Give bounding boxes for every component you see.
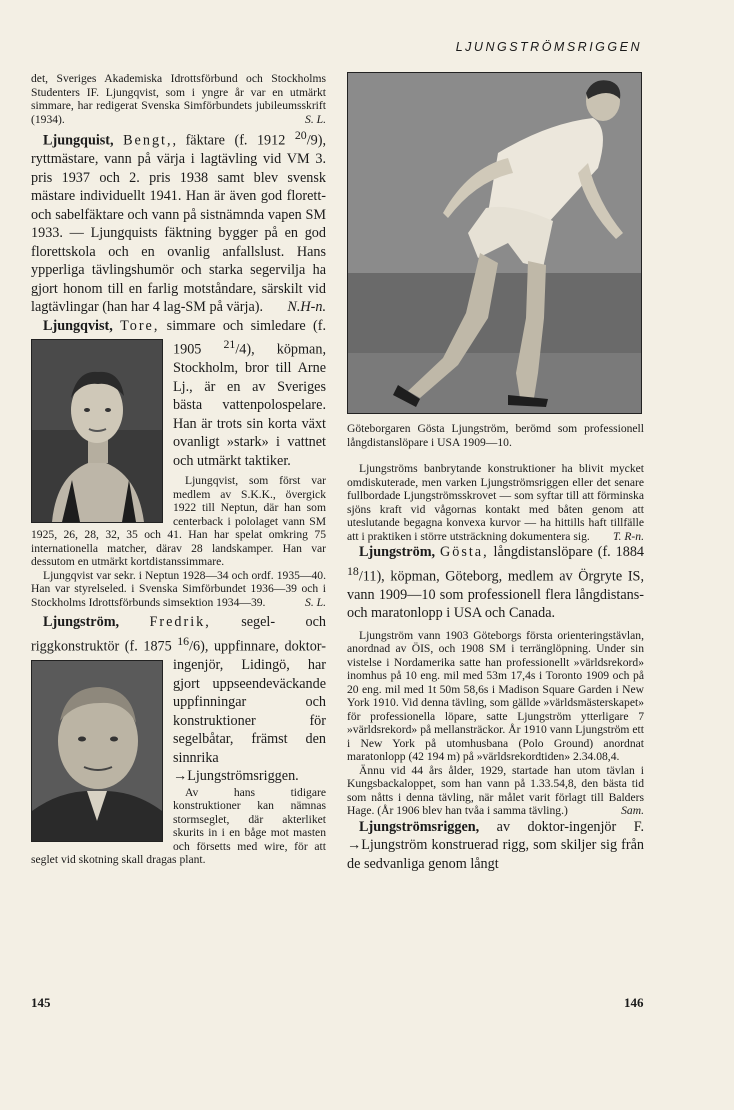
portrait-photo-fredrik <box>31 660 163 842</box>
entry-tore-ljungqvist: Ljungqvist, Tore, simmare och simledare (f. 1905 $^{21}$/4 ), köpman, Stockholm, bror till Arne Lj., är en av Sveriges bästa vattenpolospelare. Han är trots sin korta växt ovanligt »stark» i vattnet och utmärkt taktiker. <box>31 317 326 471</box>
entry-fredrik-ljungstrom: Ljungström, Fredrik, segel- och riggkonstruktör (f. 1875 $^{16}$/6 ), uppfinnare, doktor-ingenjör, Lidingö, har gjort uppseendeväckande uppfinningar och konstruktioner för segelbåtar, främst den sinnrika →Ljungströmsriggen. <box>31 613 326 785</box>
page-number-left: 145 <box>31 995 51 1010</box>
entry-ljungstromsriggen: Ljungströmsriggen, av doktor-ingenjör F. →Ljungström konstruerad rigg, som skiljer sig från de sedvanliga genom långt <box>347 818 644 872</box>
given-name: Gösta, <box>439 544 489 560</box>
gosta-later-paragraph: Ännu vid 44 års ålder, 1929, startade han utom tävlan i Kungsbackaloppet, som han vann på 1.33.54,8, den bästa tid som nåtts i denna tävling, när målet varit förlagt till Balders Hage. (År 1906 blev han tvåa i samma tävling.) Sam. <box>347 763 644 818</box>
runner-photo-gosta <box>347 72 642 414</box>
intro-paragraph: det, Sveriges Akademiska Idrottsförbund och Stockholms Studenters IF. Ljungqvist, som i yngre år var en utmärkt simmare, har redigerat Svenska Simförbundets jubileumsskrift (1934). S. L. <box>31 72 326 126</box>
signature: Sam. <box>621 804 644 818</box>
entry-bengt-ljungquist: Ljungquist, Bengt,, fäktare (f. 1912 $^{20}$/9), ryttmästare, vann på värja i lagtävling vid VM 3. pris 1937 och 2. pris 1938 samt blev svensk mästare individuellt 1941. Han är även god florett- och sabelfäktare och vann på sistnämnda vapen SM 1933. — Ljungquists fäktning bygger på en god florettskola och en ovanlig anfallslust. Hans ypperliga tävlingshumör och starka segervilja ha gjort honom till en farlig motståndare, särskilt vid lagtävlingar (han har 4 lag-SM på värja). N.H-n. <box>31 128 327 316</box>
signature: N.H-n. <box>287 299 326 316</box>
gosta-records-paragraph: Ljungström vann 1903 Göteborgs första orienteringstävlan, anordnad av ÖIS, och 1908 SM i terränglöpning. Under sin vistelse i Nordamerika satte han professionellt »världsrekord» inomhus på 10 eng. mil med 53m 17,4s i Toronto 1909 och på 20 eng. mil med 1t 50m 58,6s i Madison Square Garden i New York 1910. Vid denna tävling, som gällde »världsmästerskapet» för professionella löpare, satte Ljungström ytterligare 7 »världsrekord» på mellansträckor. År 1910 vann Ljungström ett i New York på utomhusbana (Polo Ground) anordnat maratonlopp (42 194 m) på »världsrekordtiden» 2.34.08,4. <box>347 628 644 764</box>
right-column <box>347 72 644 873</box>
page-number-right: 146 <box>624 995 644 1010</box>
signature: T. R-n. <box>612 529 644 543</box>
headword: Ljungström, <box>43 614 120 631</box>
cross-reference-link[interactable]: Ljungströmsriggen. <box>187 768 299 785</box>
portrait-photo-tore <box>31 339 163 523</box>
left-column <box>31 72 326 867</box>
given-name: Bengt, <box>123 132 173 149</box>
signature: S. L. <box>305 112 326 126</box>
fredrik-constructions-paragraph: Av hans tidigare konstruktioner kan nämnas stormseglet, där akterliket skurits in i en båge mot masten och försetts med wire, för att seglet vid skotning skall dragas plant. <box>31 785 326 867</box>
running-head: LJUNGSTRÖMSRIGGEN <box>455 40 642 54</box>
headword: Ljungströmsriggen, <box>359 818 480 835</box>
headword: Ljungqvist, <box>43 317 113 334</box>
rigg-discussion-paragraph: Ljungströms banbrytande konstruktioner ha blivit mycket omdiskuterade, men varken Ljungströmsriggen eller det senare fullbordade Ljungströmsskrovet — som syftar till att förminska sjöns kraft vid vågornas kontakt med båten genom att uteslutande begagna konvexa kurvor — ha hittills haft tillfälle att i praktiken i större utsträckning dokumentera sig. T. R-n. <box>347 462 644 543</box>
tore-career-paragraph: Ljungqvist, som först var medlem av S.K.K., övergick 1922 till Neptun, där han som centerback i pololaget vann SM 1925, 26, 28, 32, 35 och 41. Han har spelat omkring 75 internationella matcher, därav 28 landskamper. Han var dessutom en utmärkt kortdistanssimmare. <box>31 474 326 569</box>
entry-gosta-ljungstrom: Ljungström, Gösta, långdistanslöpare (f. 1884 $^{18}$/11), köpman, Göteborg, medlem av Örgryte IS, vann 1909—10 som professionell flera långdistans- och maratonlopp i USA och Canada. <box>347 544 645 622</box>
arrow-icon: → <box>173 768 188 785</box>
headword: Ljungquist, <box>43 132 114 149</box>
given-name: Tore, <box>120 317 160 334</box>
tore-officials-paragraph: Ljungqvist var sekr. i Neptun 1928—34 och ordf. 1935—40. Han var styrelseled. i Svenska Simförbundet 1936—39 och i Stockholms Idrottsförbunds simsektion 1934—39. S. L. <box>31 568 326 609</box>
given-name: Fredrik, <box>149 614 211 631</box>
headword: Ljungström, <box>359 544 436 560</box>
arrow-icon: → <box>347 837 362 854</box>
signature: S. L. <box>305 595 326 609</box>
photo-caption: Göteborgaren Gösta Ljungström, berömd som professionell långdistanslöpare i USA 1909—10. <box>347 422 644 449</box>
cross-reference-link[interactable]: Ljungström <box>361 837 428 854</box>
